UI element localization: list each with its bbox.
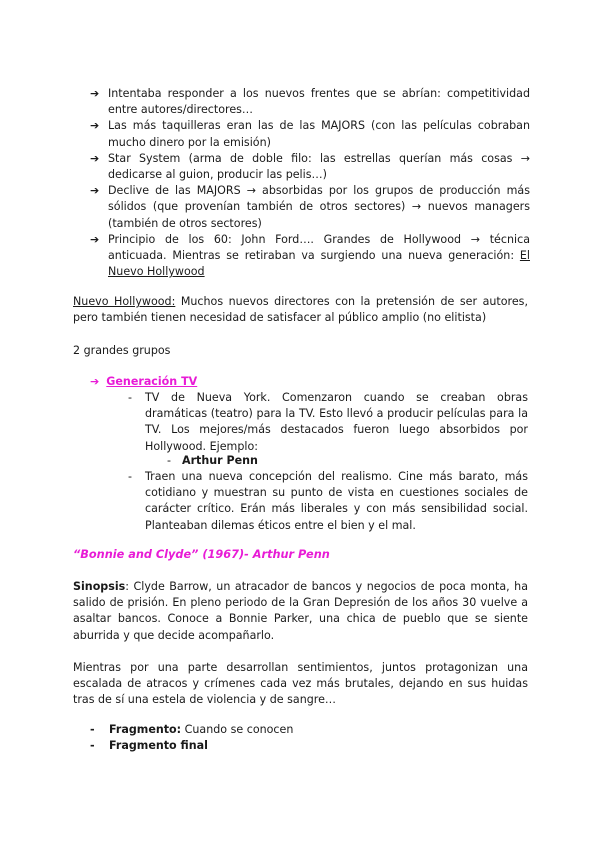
generacion-tv-heading	[90, 374, 197, 390]
arrow-icon: ➔	[90, 232, 100, 246]
dash-marker: -	[90, 739, 95, 752]
sinopsis-paragraph	[73, 579, 528, 644]
list-item-text: Traen una nueva concepción del realismo. Cine más barato, más cotidiano y muestran su punto de vista en cuestiones sociales de carácter crítico. Erán más liberales y con más sensibilidad social. Planteaban dilemas éticos entre el bien y el mal.	[145, 470, 528, 532]
list-item-text: TV de Nueva York. Comenzaron cuando se creaban obras dramáticas (teatro) para la TV. Esto llevó a producir películas para la TV. Los mejores/más destacados fueron luego absorbidos por Hollywood. Ejemplo:	[145, 391, 528, 453]
sinopsis-text: : Clyde Barrow, un atracador de bancos y negocios de poca monta, ha salido de prisión. En pleno periodo de la Gran Depresión de los años 30 vuelve a asaltar bancos. Conoce a Bonnie Parker, una chica de pueblo que se siente aburrida y que decide acompañarlo.	[73, 580, 528, 642]
nuevo-hollywood-link: El Nuevo Hollywood	[108, 249, 530, 279]
dash-marker: -	[90, 723, 95, 736]
nuevo-hollywood-paragraph	[73, 294, 528, 326]
bullet-item	[90, 118, 530, 150]
example-text: Arthur Penn	[182, 454, 258, 467]
dash-marker: -	[167, 454, 172, 467]
bullet-text: Star System (arma de doble filo: las estrellas querían más cosas → dedicarse al guion, producir las pelis…)	[108, 151, 530, 182]
sinopsis-label: Sinopsis	[73, 580, 126, 593]
list-item	[128, 469, 528, 534]
arrow-icon: ➔	[90, 184, 100, 198]
bullet-item	[90, 183, 530, 232]
example-arthur-penn	[167, 453, 258, 469]
grupos-heading: 2 grandes grupos	[73, 344, 171, 357]
context-bullet-list	[90, 86, 530, 280]
fragmento-final-label: Fragmento final	[109, 739, 208, 752]
plot-paragraph: Mientras por una parte desarrollan sentimientos, juntos protagonizan una escalada de atracos y crímenes cada vez más brutales, dejando en sus huidas tras de sí una estela de violencia y de sangre…	[73, 661, 528, 707]
arrow-icon: ➔	[90, 119, 100, 133]
nuevo-hollywood-label: Nuevo Hollywood:	[73, 295, 176, 308]
bullet-text: Intentaba responder a los nuevos frentes que se abrían: competitividad entre autores/directores…	[108, 87, 530, 117]
arrow-icon: ➔	[90, 87, 100, 100]
arrow-icon: ➔	[90, 375, 100, 388]
dash-marker: -	[128, 391, 133, 404]
bullet-text: Las más taquilleras eran las de las MAJORS (con las películas cobraban mucho dinero por la emisión)	[108, 119, 530, 149]
bullet-text: Principio de los 60: John Ford…. Grandes de Hollywood → técnica anticuada. Mientras se retiraban va surgiendo una nueva generación:	[108, 232, 530, 263]
nuevo-hollywood-text: Muchos nuevos directores con la pretensión de ser autores, pero también tienen necesidad de satisfacer al público amplio (no elitista)	[73, 295, 528, 325]
film-title: “Bonnie and Clyde” (1967)- Arthur Penn	[73, 548, 330, 561]
bullet-text: Declive de las MAJORS → absorbidas por los grupos de producción más sólidos (que provenían también de otros sectores) → nuevos managers (también de otros sectores)	[108, 184, 530, 230]
arrow-icon: ➔	[90, 151, 100, 165]
fragmento-label: Fragmento:	[109, 723, 182, 736]
bullet-item	[90, 232, 530, 281]
dash-marker: -	[128, 470, 133, 483]
generacion-tv-list-1	[128, 390, 528, 455]
list-item	[128, 390, 528, 455]
bullet-item	[90, 86, 530, 118]
bullet-item	[90, 151, 530, 183]
generacion-tv-label: Generación TV	[106, 375, 198, 388]
generacion-tv-list-2	[128, 469, 528, 534]
fragmento-text: Cuando se conocen	[181, 723, 294, 736]
